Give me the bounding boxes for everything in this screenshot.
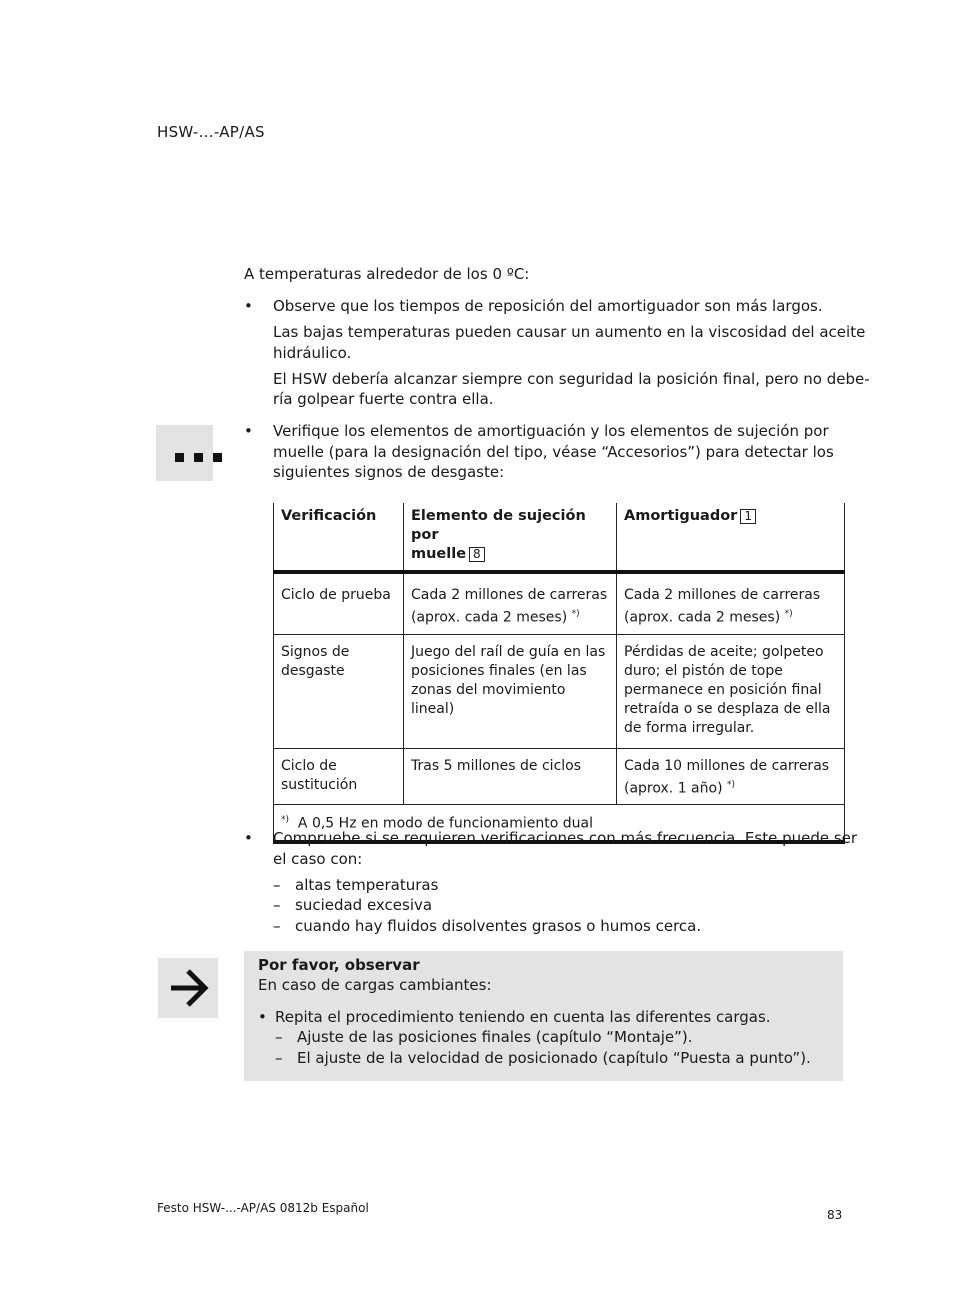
table-cell: Cada 10 millones de carreras (aprox. 1 año) *)	[617, 748, 845, 805]
note-title: Por favor, observar	[258, 956, 420, 974]
table-row	[274, 634, 845, 748]
list-item: suciedad excesiva	[295, 896, 433, 914]
table-cell: Cada 2 millones de carreras (aprox. cada 2 meses) *)	[617, 572, 845, 634]
intro-text: A temperaturas alrededor de los 0 ºC:	[244, 265, 530, 283]
bullet2-line2: muelle (para la designación del tipo, véase “Accesorios”) para detectar los	[273, 443, 834, 461]
bullet1-text: Observe que los tiempos de reposición del amortiguador son más largos.	[273, 297, 823, 315]
table-row	[274, 572, 845, 634]
bullet-marker: •	[244, 297, 253, 315]
header-elemento-sujecion: Elemento de sujeción por muelle 8	[404, 503, 617, 572]
table-row	[274, 748, 845, 805]
note-bullet: Repita el procedimiento teniendo en cuenta las diferentes cargas.	[275, 1008, 771, 1026]
table-cell: Cada 2 millones de carreras (aprox. cada 2 meses) *)	[404, 572, 617, 634]
bullet1-para2-line1: El HSW debería alcanzar siempre con seguridad la posición final, pero no debe-	[273, 370, 870, 388]
table-cell: Tras 5 millones de ciclos	[404, 748, 617, 805]
item-number-box: 1	[740, 509, 756, 524]
list-item: cuando hay fluidos disolventes grasos o humos cerca.	[295, 917, 702, 935]
table-cell: Signos de desgaste	[274, 634, 404, 748]
note-list-item: El ajuste de la velocidad de posicionado (capítulo “Puesta a punto”).	[297, 1049, 811, 1067]
note-arrow-icon-box	[158, 958, 218, 1018]
bullet3-line2: el caso con:	[273, 850, 363, 868]
table-cell: Ciclo de sustitución	[274, 748, 404, 805]
dash-marker: –	[275, 1049, 283, 1067]
bullet-marker: •	[258, 1008, 267, 1026]
table-cell: Ciclo de prueba	[274, 572, 404, 634]
dash-marker: –	[273, 917, 281, 935]
dash-marker: –	[273, 876, 281, 894]
table-cell: Juego del raíl de guía en las posiciones finales (en las zonas del movimiento lineal)	[404, 634, 617, 748]
footer-document-id: Festo HSW-...-AP/AS 0812b Español	[157, 1201, 369, 1215]
page-header-title: HSW-...-AP/AS	[157, 123, 265, 141]
page-number: 83	[827, 1208, 843, 1222]
list-item: altas temperaturas	[295, 876, 439, 894]
header-amortiguador: Amortiguador 1	[617, 503, 845, 572]
table-footnote: *) A 0,5 Hz en modo de funcionamiento dual	[274, 805, 845, 842]
bullet-marker: •	[244, 422, 253, 440]
item-number-box: 8	[469, 547, 485, 562]
bullet2-line3: siguientes signos de desgaste:	[273, 463, 505, 481]
dash-marker: –	[275, 1028, 283, 1046]
bullet1-para1-line1: Las bajas temperaturas pueden causar un aumento en la viscosidad del aceite	[273, 323, 866, 341]
table-header-row	[274, 503, 845, 572]
bullet1-para2-line2: ría golpear fuerte contra ella.	[273, 390, 494, 408]
header-verificacion: Verificación	[274, 503, 404, 572]
bullet-marker: •	[244, 829, 253, 847]
table-cell: Pérdidas de aceite; golpeteo duro; el pistón de tope permanece en posición final retraída o se desplaza de ella de forma irregular.	[617, 634, 845, 748]
note-subtitle: En caso de cargas cambiantes:	[258, 976, 492, 994]
note-list-item: Ajuste de las posiciones finales (capítulo “Montaje”).	[297, 1028, 693, 1046]
bullet3-line1: Compruebe si se requieren verificaciones con más frecuencia. Este puede ser	[273, 829, 858, 847]
continuation-dots-icon	[175, 453, 222, 462]
dash-marker: –	[273, 896, 281, 914]
wear-check-table	[273, 503, 845, 844]
arrow-right-icon	[158, 958, 218, 1018]
bullet1-para1-line2: hidráulico.	[273, 344, 352, 362]
bullet2-line1: Verifique los elementos de amortiguación y los elementos de sujeción por	[273, 422, 829, 440]
